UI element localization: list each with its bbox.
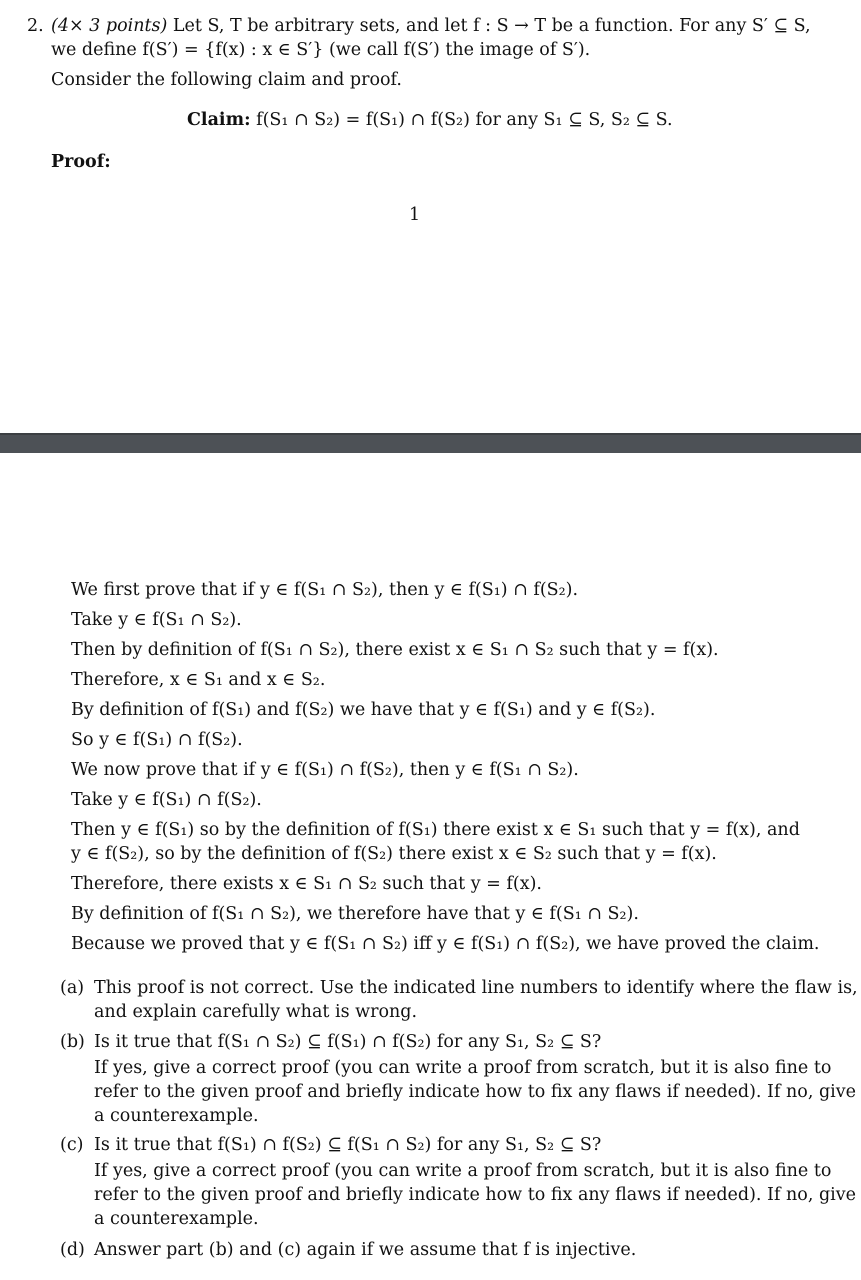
line-text: Therefore, x ∈ S₁ and x ∈ S₂. — [71, 670, 326, 690]
part-label: (d) — [60, 1240, 85, 1260]
line-text: y ∈ f(S₂), so by the definition of f(S₂) there exist x ∈ S₂ such that y = f(x). — [71, 844, 717, 864]
line-text: Take y ∈ f(S₁) ∩ f(S₂). — [71, 790, 262, 810]
line-text: We now prove that if y ∈ f(S₁) ∩ f(S₂), then y ∈ f(S₁ ∩ S₂). — [71, 760, 579, 780]
problem-statement-line2: we define f(S′) = {f(x) : x ∈ S′} (we call f(S′) the image of S′). — [51, 40, 591, 60]
part-label: (c) — [60, 1135, 84, 1155]
line-text: Then by definition of f(S₁ ∩ S₂), there exist x ∈ S₁ ∩ S₂ such that y = f(x). — [71, 640, 719, 660]
part-text: If yes, give a correct proof (you can write a proof from scratch, but it is also fine to — [94, 1058, 832, 1078]
part-label: (b) — [60, 1032, 85, 1052]
part-text: Is it true that f(S₁ ∩ S₂) ⊆ f(S₁) ∩ f(S₂) for any S₁, S₂ ⊆ S? — [94, 1032, 602, 1052]
problem-number: 2. — [27, 16, 44, 36]
line-text: So y ∈ f(S₁) ∩ f(S₂). — [71, 730, 243, 750]
page-number: 1 — [409, 205, 421, 225]
line-text: Therefore, there exists x ∈ S₁ ∩ S₂ such that y = f(x). — [71, 874, 542, 894]
line-text: By definition of f(S₁ ∩ S₂), we therefore have that y ∈ f(S₁ ∩ S₂). — [71, 904, 639, 924]
line-text: Because we proved that y ∈ f(S₁ ∩ S₂) iff y ∈ f(S₁) ∩ f(S₂), we have proved the claim. — [71, 934, 820, 954]
part-text: If yes, give a correct proof (you can write a proof from scratch, but it is also fine to — [94, 1161, 832, 1181]
claim-label: Claim: — [187, 110, 251, 130]
part-text: refer to the given proof and briefly indicate how to fix any flaws if needed). If no, give — [94, 1082, 856, 1102]
claim — [187, 110, 673, 130]
part-text: This proof is not correct. Use the indicated line numbers to identify where the flaw is, — [94, 978, 858, 998]
line-text: Take y ∈ f(S₁ ∩ S₂). — [71, 610, 242, 630]
part-text: and explain carefully what is wrong. — [94, 1002, 418, 1022]
part-text: refer to the given proof and briefly indicate how to fix any flaws if needed). If no, give — [94, 1185, 856, 1205]
part-text: Is it true that f(S₁) ∩ f(S₂) ⊆ f(S₁ ∩ S₂) for any S₁, S₂ ⊆ S? — [94, 1135, 602, 1155]
part-text: a counterexample. — [94, 1106, 259, 1126]
part-text: Answer part (b) and (c) again if we assume that f is injective. — [94, 1240, 637, 1260]
proof-label: Proof: — [51, 152, 111, 172]
line-text: By definition of f(S₁) and f(S₂) we have that y ∈ f(S₁) and y ∈ f(S₂). — [71, 700, 656, 720]
claim-text: f(S₁ ∩ S₂) = f(S₁) ∩ f(S₂) for any S₁ ⊆ S, S₂ ⊆ S. — [256, 110, 673, 130]
part-label: (a) — [60, 978, 85, 998]
line-text: We first prove that if y ∈ f(S₁ ∩ S₂), then y ∈ f(S₁) ∩ f(S₂). — [71, 580, 579, 600]
consider-text: Consider the following claim and proof. — [51, 70, 402, 90]
problem-header — [27, 14, 811, 38]
line-text: Then y ∈ f(S₁) so by the definition of f(S₁) there exist x ∈ S₁ such that y = f(x), and — [71, 820, 800, 840]
part-text: a counterexample. — [94, 1209, 259, 1229]
page-break-divider — [0, 433, 861, 453]
problem-statement-line1: Let S, T be arbitrary sets, and let f : S → T be a function. For any S′ ⊆ S, — [172, 16, 811, 36]
problem-points: (4× 3 points) — [51, 16, 168, 36]
